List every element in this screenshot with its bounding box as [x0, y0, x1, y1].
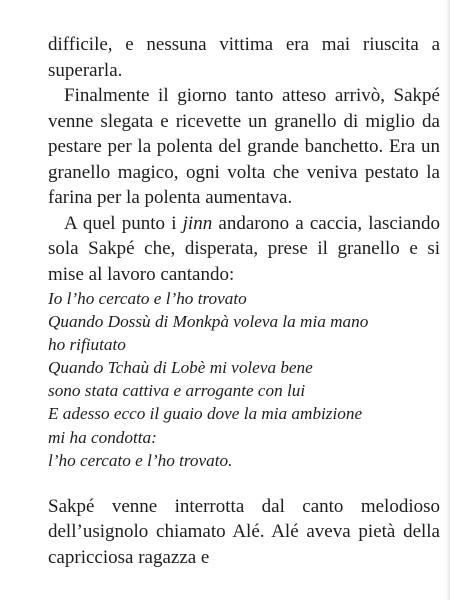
paragraph-3 — [48, 211, 440, 288]
song-line: sono stata cattiva e arrogante con lui — [48, 381, 306, 401]
song-line: l’ho cercato e l’ho trovato. — [48, 450, 233, 470]
prose-lower — [48, 494, 440, 571]
song-line: Quando Tchaù di Lobè mi voleva bene — [48, 358, 313, 378]
prose-upper — [48, 32, 440, 287]
song-line: mi ha condotta: — [48, 427, 157, 447]
paragraph-2: Finalmente il giorno tanto atteso arrivò, Sakpé venne slegata e ricevette un granello di miglio da pestare per la polenta del grande banchetto. Era un granello magico, ogni volta che veniva pestato la farina per la polenta aumentava. — [48, 85, 440, 208]
page-edge-shadow — [446, 0, 450, 600]
song-line: ho rifiutato — [48, 335, 126, 355]
paragraph-1: difficile, e nessuna vittima era mai riuscita a superarla. — [48, 34, 440, 81]
page-text — [48, 32, 440, 570]
stanza-gap — [48, 472, 440, 494]
song-verse — [48, 287, 440, 472]
paragraph-3-start: A quel punto i — [64, 212, 183, 234]
paragraph-3-end: andarono a caccia, lasciando sola Sakpé che, disperata, prese il granello e si mise al lavoro cantando: — [48, 212, 440, 285]
song-line: E adesso ecco il guaio dove la mia ambizione — [48, 404, 363, 424]
jinn-word: jinn — [182, 212, 213, 234]
paragraph-4: Sakpé venne interrotta dal canto melodioso dell’usignolo chiamato Alé. Alé aveva pietà della capricciosa ragazza e — [48, 495, 440, 568]
song-line: Quando Dossù di Monkpà voleva la mia mano — [48, 312, 369, 332]
song-line: Io l’ho cercato e l’ho trovato — [48, 289, 247, 308]
